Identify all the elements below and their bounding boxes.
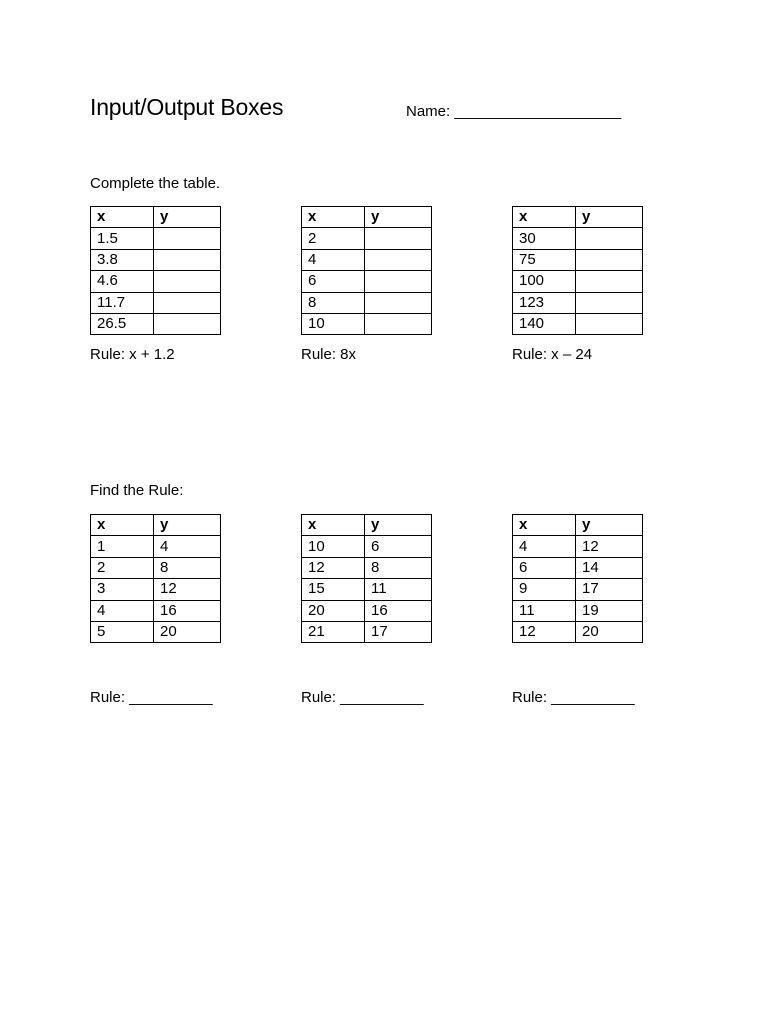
- x-cell: 15: [302, 579, 365, 600]
- table-row: [513, 621, 643, 642]
- table-row: [91, 271, 221, 292]
- io-table: [90, 514, 221, 643]
- y-cell: 19: [576, 600, 643, 621]
- y-cell: [154, 271, 221, 292]
- x-cell: 12: [513, 621, 576, 642]
- y-cell: [365, 271, 432, 292]
- x-cell: 4: [513, 536, 576, 557]
- rule-label: Rule: x – 24: [512, 346, 593, 363]
- table-row: [302, 228, 432, 249]
- table-row: [513, 249, 643, 270]
- column-header-y: y: [154, 207, 221, 228]
- x-cell: 4: [302, 249, 365, 270]
- x-cell: 1: [91, 536, 154, 557]
- y-cell: [576, 228, 643, 249]
- y-cell: 20: [154, 621, 221, 642]
- x-cell: 21: [302, 621, 365, 642]
- table-row: [302, 249, 432, 270]
- y-cell: [576, 271, 643, 292]
- column-header-y: y: [576, 515, 643, 536]
- x-cell: 100: [513, 271, 576, 292]
- name-field-label: Name: ____________________: [406, 103, 622, 120]
- column-header-y: y: [365, 207, 432, 228]
- table-row: [302, 600, 432, 621]
- x-cell: 11.7: [91, 292, 154, 313]
- table-row: [302, 557, 432, 578]
- table-header-row: [302, 207, 432, 228]
- x-cell: 9: [513, 579, 576, 600]
- table-header-row: [91, 515, 221, 536]
- table-header-row: [302, 515, 432, 536]
- y-cell: 20: [576, 621, 643, 642]
- y-cell: [154, 292, 221, 313]
- table-row: [302, 313, 432, 334]
- x-cell: 4.6: [91, 271, 154, 292]
- x-cell: 10: [302, 313, 365, 334]
- column-header-x: x: [91, 515, 154, 536]
- table-row: [91, 249, 221, 270]
- x-cell: 1.5: [91, 228, 154, 249]
- x-cell: 12: [302, 557, 365, 578]
- table-row: [91, 228, 221, 249]
- x-cell: 30: [513, 228, 576, 249]
- y-cell: 8: [365, 557, 432, 578]
- x-cell: 6: [302, 271, 365, 292]
- y-cell: 12: [154, 579, 221, 600]
- x-cell: 6: [513, 557, 576, 578]
- y-cell: 11: [365, 579, 432, 600]
- y-cell: [154, 313, 221, 334]
- io-table: [301, 206, 432, 335]
- table-row: [513, 600, 643, 621]
- table-header-row: [91, 207, 221, 228]
- y-cell: 17: [365, 621, 432, 642]
- y-cell: [154, 228, 221, 249]
- table-row: [302, 536, 432, 557]
- rule-answer-line: Rule: __________: [301, 689, 424, 706]
- table-header-row: [513, 515, 643, 536]
- y-cell: [576, 292, 643, 313]
- x-cell: 3.8: [91, 249, 154, 270]
- table-row: [91, 536, 221, 557]
- table-row: [513, 228, 643, 249]
- y-cell: [365, 249, 432, 270]
- io-table: [90, 206, 221, 335]
- y-cell: [365, 313, 432, 334]
- table-row: [302, 579, 432, 600]
- rule-answer-line: Rule: __________: [512, 689, 635, 706]
- x-cell: 10: [302, 536, 365, 557]
- rule-answer-line: Rule: __________: [90, 689, 213, 706]
- y-cell: 14: [576, 557, 643, 578]
- x-cell: 2: [91, 557, 154, 578]
- column-header-x: x: [302, 515, 365, 536]
- table-row: [513, 536, 643, 557]
- column-header-x: x: [513, 515, 576, 536]
- table-row: [91, 579, 221, 600]
- column-header-x: x: [91, 207, 154, 228]
- rule-label: Rule: 8x: [301, 346, 357, 363]
- x-cell: 5: [91, 621, 154, 642]
- column-header-y: y: [154, 515, 221, 536]
- y-cell: 8: [154, 557, 221, 578]
- table-row: [91, 557, 221, 578]
- column-header-y: y: [576, 207, 643, 228]
- y-cell: [365, 228, 432, 249]
- page-title: Input/Output Boxes: [90, 94, 284, 120]
- y-cell: 4: [154, 536, 221, 557]
- x-cell: 20: [302, 600, 365, 621]
- x-cell: 2: [302, 228, 365, 249]
- section-label-complete: Complete the table.: [90, 175, 221, 192]
- x-cell: 123: [513, 292, 576, 313]
- x-cell: 3: [91, 579, 154, 600]
- x-cell: 8: [302, 292, 365, 313]
- table-row: [302, 271, 432, 292]
- section-label-find-rule: Find the Rule:: [90, 482, 184, 499]
- table-row: [91, 621, 221, 642]
- y-cell: [576, 249, 643, 270]
- column-header-x: x: [513, 207, 576, 228]
- y-cell: 6: [365, 536, 432, 557]
- y-cell: 16: [154, 600, 221, 621]
- y-cell: 16: [365, 600, 432, 621]
- y-cell: 12: [576, 536, 643, 557]
- io-table: [512, 206, 643, 335]
- x-cell: 26.5: [91, 313, 154, 334]
- column-header-y: y: [365, 515, 432, 536]
- x-cell: 75: [513, 249, 576, 270]
- table-row: [513, 292, 643, 313]
- y-cell: [576, 313, 643, 334]
- column-header-x: x: [302, 207, 365, 228]
- rule-label: Rule: x + 1.2: [90, 346, 175, 363]
- y-cell: 17: [576, 579, 643, 600]
- y-cell: [365, 292, 432, 313]
- table-row: [91, 600, 221, 621]
- table-row: [302, 292, 432, 313]
- x-cell: 140: [513, 313, 576, 334]
- table-row: [91, 292, 221, 313]
- table-row: [513, 313, 643, 334]
- y-cell: [154, 249, 221, 270]
- table-row: [513, 557, 643, 578]
- io-table: [512, 514, 643, 643]
- table-header-row: [513, 207, 643, 228]
- x-cell: 4: [91, 600, 154, 621]
- io-table: [301, 514, 432, 643]
- table-row: [91, 313, 221, 334]
- table-row: [302, 621, 432, 642]
- table-row: [513, 271, 643, 292]
- x-cell: 11: [513, 600, 576, 621]
- table-row: [513, 579, 643, 600]
